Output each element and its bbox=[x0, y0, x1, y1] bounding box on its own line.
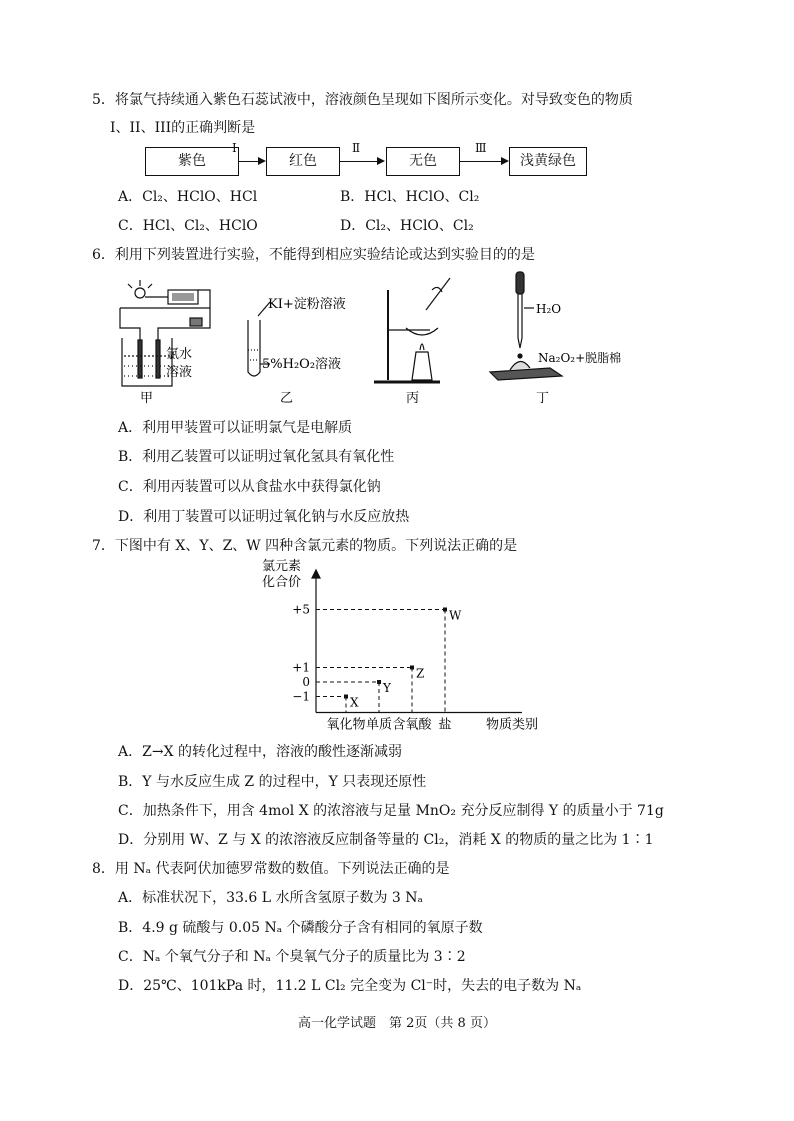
label-jia: 甲 bbox=[140, 391, 154, 406]
flow-box-purple: 紫色 bbox=[145, 147, 239, 176]
flow-arrow-label-3: Ⅲ bbox=[475, 141, 487, 155]
q7-option-a: A．Z→X 的转化过程中，溶液的酸性逐渐减弱 bbox=[118, 744, 402, 760]
chart-category-label: 单质 bbox=[365, 717, 393, 733]
flow-box-red: 红色 bbox=[266, 147, 340, 176]
label-bing: 丙 bbox=[406, 391, 420, 406]
chart-ylabel-line1: 氯元素 bbox=[262, 559, 302, 574]
chart-point bbox=[344, 695, 348, 699]
chart-y-arrow bbox=[312, 570, 320, 578]
chart-ylabel-line2: 化合价 bbox=[262, 575, 302, 590]
label-ding-h2o: H₂O bbox=[536, 302, 562, 316]
chart-category-label: 氧化物 bbox=[326, 717, 366, 733]
q8-stem: 8．用 Nₐ 代表阿伏加德罗常数的数值。下列说法正确的是 bbox=[92, 861, 450, 877]
q8-option-b: B．4.9 g 硫酸与 0.05 Nₐ 个磷酸分子含有相同的氧原子数 bbox=[118, 920, 483, 936]
chart-y-tick-label: −1 bbox=[292, 689, 310, 704]
cotton-pad bbox=[490, 368, 562, 380]
oxidation-state-chart bbox=[250, 556, 550, 736]
chart-point bbox=[443, 608, 447, 612]
q8-option-c: C．Nₐ 个氧气分子和 Nₐ 个臭氧气分子的质量比为 3∶2 bbox=[118, 949, 466, 965]
q7-option-c: C．加热条件下，用含 4mol X 的浓溶液与足量 MnO₂ 充分反应制得 Y 的质量小于 71g bbox=[118, 803, 664, 819]
glass-rod bbox=[426, 278, 450, 310]
label-ding-na2o2: Na₂O₂+脱脂棉 bbox=[538, 351, 622, 365]
label-yi-bottom: 5%H₂O₂溶液 bbox=[262, 357, 342, 372]
chart-y-tick-label: 0 bbox=[302, 675, 310, 689]
beaker-jia bbox=[122, 338, 172, 386]
label-jia-liquid2: 溶液 bbox=[166, 365, 193, 380]
page-footer: 高一化学试题 第 2页（共 8 页） bbox=[298, 1016, 496, 1031]
q8-option-d: D．25℃、101kPa 时，11.2 L Cl₂ 完全变为 Cl⁻时，失去的电子数为 Nₐ bbox=[118, 978, 582, 994]
electrode-right bbox=[156, 340, 160, 378]
chart-point-label: W bbox=[449, 608, 462, 623]
dropper-tube bbox=[518, 294, 522, 348]
chart-point-label: Z bbox=[416, 666, 425, 681]
q5-stem-line1: 5．将氯气持续通入紫色石蕊试液中，溶液颜色呈现如下图所示变化。对导致变色的物质 bbox=[92, 92, 633, 108]
q5-stem-line2: I、II、III的正确判断是 bbox=[110, 120, 256, 136]
chart-point bbox=[377, 680, 381, 684]
chart-category-label: 含氧酸 bbox=[392, 717, 432, 733]
flow-arrow-3 bbox=[459, 161, 507, 162]
chart-point-label: Y bbox=[383, 681, 391, 695]
chart-category-label: 盐 bbox=[438, 717, 452, 733]
chart-xlabel: 物质类别 bbox=[486, 717, 539, 733]
flow-arrow-label-1: Ⅰ bbox=[232, 141, 237, 155]
q6-option-d: D．利用丁装置可以证明过氧化钠与水反应放热 bbox=[118, 509, 410, 525]
chart-y-tick-label: +1 bbox=[292, 660, 310, 675]
q7-stem: 7．下图中有 X、Y、Z、W 四种含氯元素的物质。下列说法正确的是 bbox=[92, 538, 518, 554]
label-yi-top: KI+淀粉溶液 bbox=[268, 297, 346, 312]
q5-option-a: A．Cl₂、HClO、HCl bbox=[118, 189, 258, 205]
apparatus-bing bbox=[374, 278, 450, 382]
chart-point bbox=[410, 666, 414, 670]
chart-point-label: X bbox=[350, 695, 359, 710]
q6-option-a: A．利用甲装置可以证明氯气是电解质 bbox=[118, 420, 353, 436]
q8-option-a: A．标准状况下，33.6 L 水所含氢原子数为 3 Nₐ bbox=[118, 890, 423, 906]
flow-arrow-1 bbox=[238, 161, 264, 162]
electrode-left bbox=[138, 340, 142, 378]
flow-box-colorless: 无色 bbox=[386, 147, 460, 176]
label-ding: 丁 bbox=[536, 391, 550, 406]
label-jia-liquid1: 氯水 bbox=[166, 347, 193, 362]
q5-option-b: B．HCl、HClO、Cl₂ bbox=[340, 189, 480, 205]
q5-option-c: C．HCl、Cl₂、HClO bbox=[118, 218, 258, 234]
label-yi: 乙 bbox=[280, 391, 294, 406]
q7-option-d: D．分别用 W、Z 与 X 的浓溶液反应制备等量的 Cl₂，消耗 X 的物质的量之比为 1∶1 bbox=[118, 832, 654, 848]
dropper-bulb bbox=[516, 272, 524, 294]
alcohol-lamp bbox=[412, 352, 432, 380]
bulb-icon bbox=[135, 288, 145, 298]
chart-y-tick-label: +5 bbox=[292, 602, 310, 617]
test-tube bbox=[248, 320, 260, 376]
q6-stem: 6．利用下列装置进行实验，不能得到相应实验结论或达到实验目的的是 bbox=[92, 247, 535, 263]
apparatus-jia bbox=[120, 280, 210, 386]
flow-box-yellowgreen: 浅黄绿色 bbox=[509, 147, 587, 176]
q7-option-b: B．Y 与水反应生成 Z 的过程中，Y 只表现还原性 bbox=[118, 774, 427, 790]
flow-arrow-label-2: Ⅱ bbox=[352, 141, 361, 155]
q6-apparatus-figure bbox=[110, 268, 650, 408]
q6-option-c: C．利用丙装置可以从食盐水中获得氯化钠 bbox=[118, 479, 381, 495]
q6-option-b: B．利用乙装置可以证明过氧化氢具有氧化性 bbox=[118, 449, 395, 465]
flow-arrow-2 bbox=[339, 161, 383, 162]
evaporating-dish bbox=[406, 328, 438, 335]
q5-option-d: D．Cl₂、HClO、Cl₂ bbox=[340, 218, 474, 234]
